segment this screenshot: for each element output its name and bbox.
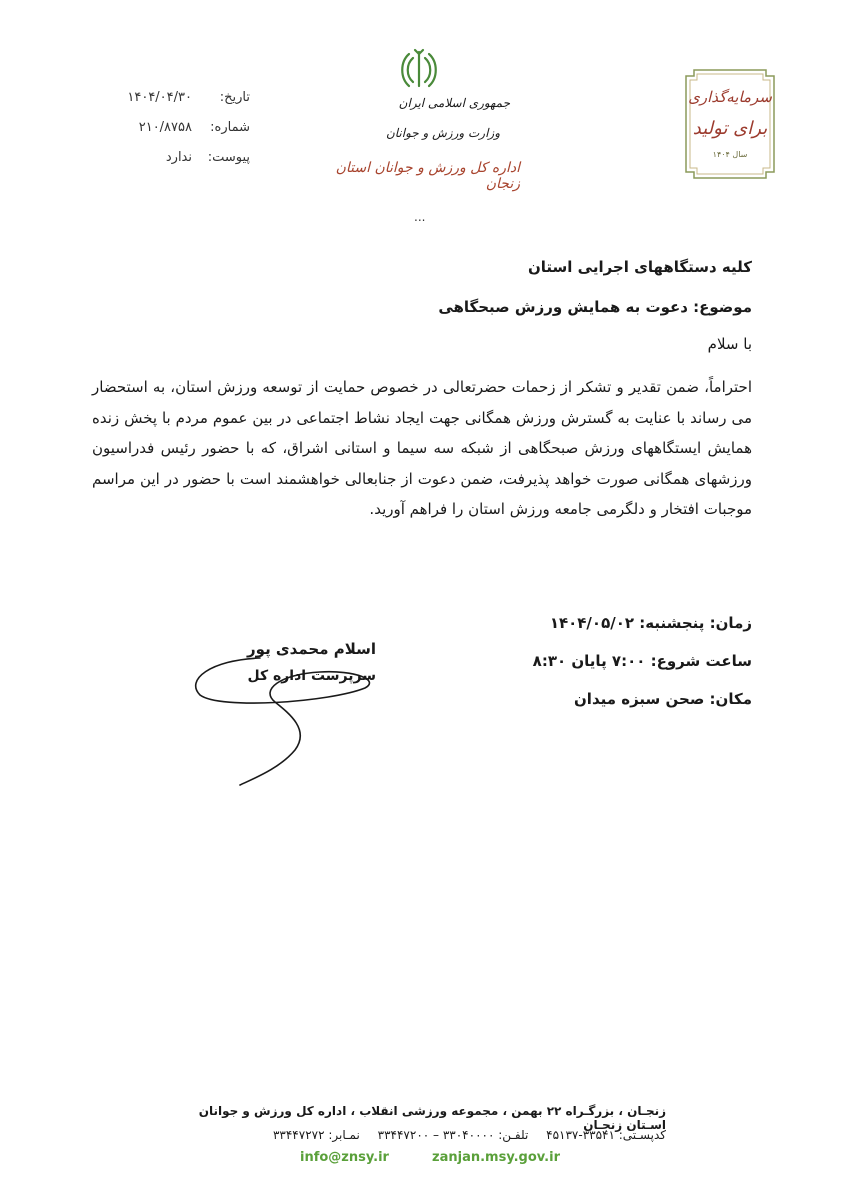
footer-contact: [160, 1128, 666, 1142]
footer-email-link[interactable]: info@znsy.ir: [300, 1150, 389, 1165]
stamp-line-1: سرمایه‌گذاری: [688, 88, 772, 106]
letter-meta: [100, 82, 250, 172]
footer-phone: تلفـن: ۳۳۰۴۰۰۰۰ – ۳۳۴۴۷۲۰۰: [377, 1128, 529, 1142]
event-details: [432, 604, 752, 718]
number-value: ۲۱۰/۸۷۵۸: [138, 119, 192, 135]
signer-name: اسلام محمدی پور: [247, 640, 376, 658]
footer-address: زنجـان ، بزرگـراه ۲۲ بهمن ، مجموعه ورزشی انقلاب ، اداره کل ورزش و جوانان اسـتان زنجـان: [198, 1104, 666, 1132]
attachment-value: ندارد: [165, 149, 192, 165]
stamp-year: سال ۱۴۰۴: [712, 150, 748, 159]
signer-title: سرپرست اداره کل: [247, 668, 376, 684]
date-label: تاریخ:: [219, 89, 250, 105]
body-paragraph: احتراماً، ضمن تقدیر و تشکر از زحمات حضرتعالی در خصوص حمایت از توسعه ورزش استان، به استحضار می رساند با عنایت به گسترش ورزش همگانی جهت ایجاد نشاط اجتماعی در بین عموم مردم با پخش زنده همایش ایستگاههای ورزش صبحگاهی از شبکه سه سیما و استانی اشراق، که با حضور رئیس فدراسیون ورزشهای همگانی صورت خواهد پذیرفت، ضمن دعوت از جنابعالی خواهشمند است با حضور در این مراسم موجبات افتخار و دلگرمی جامعه ورزش استان را فراهم آورید.: [92, 378, 752, 518]
org-line-3: اداره کل ورزش و جوانان استان زنجان: [335, 160, 520, 192]
date-value: ۱۴۰۴/۰۴/۳۰: [127, 89, 192, 105]
stamp-line-2: برای تولید: [692, 118, 768, 139]
org-line-2: وزارت ورزش و جوانان: [385, 126, 500, 140]
header-dots: ...: [414, 210, 426, 224]
recipient: کلیه دستگاههای اجرایی استان: [527, 258, 752, 276]
event-start: ساعت شروع: ۷:۰۰ پایان ۸:۳۰: [532, 652, 752, 670]
event-place: مکان: صحن سبزه میدان: [574, 690, 752, 708]
signature-scribble-icon: [180, 640, 400, 800]
subject: موضوع: دعوت به همایش ورزش صبحگاهی: [438, 298, 752, 316]
event-time: زمان: پنجشنبه: ۱۴۰۴/۰۵/۰۲: [549, 614, 752, 632]
iran-emblem-icon: [400, 46, 438, 92]
slogan-stamp: [682, 66, 778, 182]
attachment-row: [100, 142, 250, 172]
attachment-label: پیوست:: [207, 149, 250, 165]
date-row: [100, 82, 250, 112]
footer-fax: نمـابر: ۳۳۴۴۷۲۷۲: [272, 1128, 360, 1142]
number-label: شماره:: [210, 119, 250, 135]
greeting: با سلام: [707, 335, 752, 353]
number-row: [100, 112, 250, 142]
org-line-1: جمهوری اسلامی ایران: [398, 96, 510, 110]
footer-website-link[interactable]: zanjan.msy.gov.ir: [432, 1150, 560, 1165]
footer-postal: کدپسـتی: ۳۳۵۴۱-۴۵۱۳۷: [546, 1128, 666, 1142]
footer-links: [300, 1150, 560, 1165]
